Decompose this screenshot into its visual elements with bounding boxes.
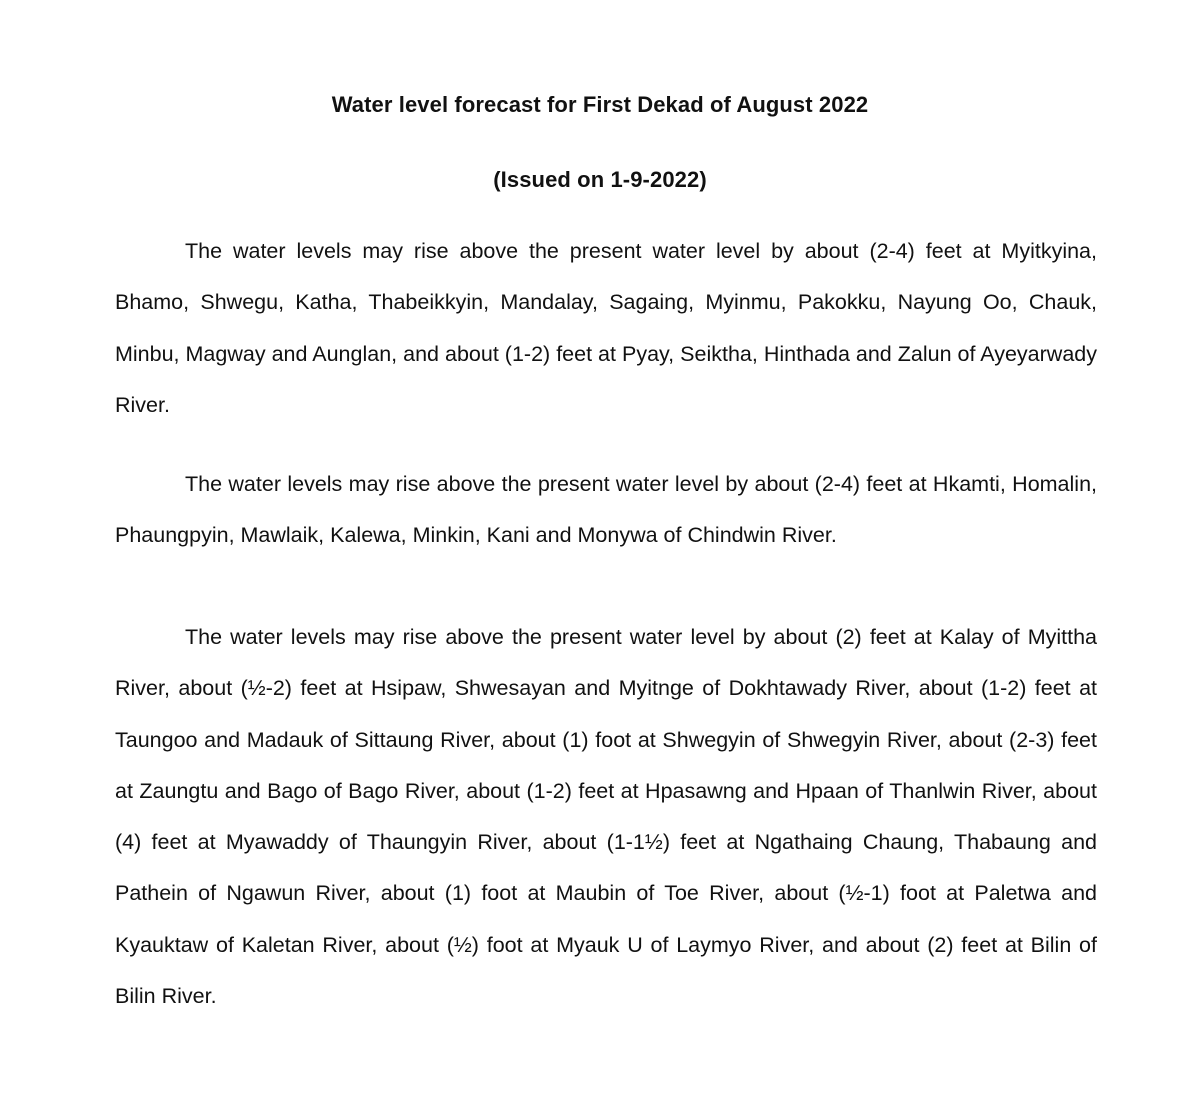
paragraph-other-rivers: The water levels may rise above the present water level by about (2) feet at Kalay of Myittha River, about (½-2) feet at Hsipaw, Shwesayan and Myitnge of Dokhtawady River, about (1-2) feet at Taungoo and Madauk of Sittaung River, about (1) foot at Shwegyin of Shwegyin River, about (2-3) feet at Zaungtu and Bago of Bago River, about (1-2) feet at Hpasawng and Hpaan of Thanlwin River, about (4) feet at Myawaddy of Thaungyin River, about (1-1½) feet at Ngathaing Chaung, Thabaung and Pathein of Ngawun River, about (1) foot at Maubin of Toe River, about (½-1) foot at Paletwa and Kyauktaw of Kaletan River, about (½) foot at Myauk U of Laymyo River, and about (2) feet at Bilin of Bilin River.	[115, 625, 1097, 1009]
paragraph-chindwin: The water levels may rise above the present water level by about (2-4) feet at Hkamti, Homalin, Phaungpyin, Mawlaik, Kalewa, Minkin, Kani and Monywa of Chindwin River.	[115, 472, 1097, 548]
paragraph-ayeyarwady: The water levels may rise above the present water level by about (2-4) feet at Myitkyina, Bhamo, Shwegu, Katha, Thabeikkyin, Mandalay, Sagaing, Myinmu, Pakokku, Nayung Oo, Chauk, Minbu, Magway and Aunglan, and about (1-2) feet at Pyay, Seiktha, Hinthada and Zalun of Ayeyarwady River.	[115, 239, 1097, 417]
issued-date: (Issued on 1-9-2022)	[493, 167, 707, 192]
document-title: Water level forecast for First Dekad of August 2022	[331, 92, 869, 117]
